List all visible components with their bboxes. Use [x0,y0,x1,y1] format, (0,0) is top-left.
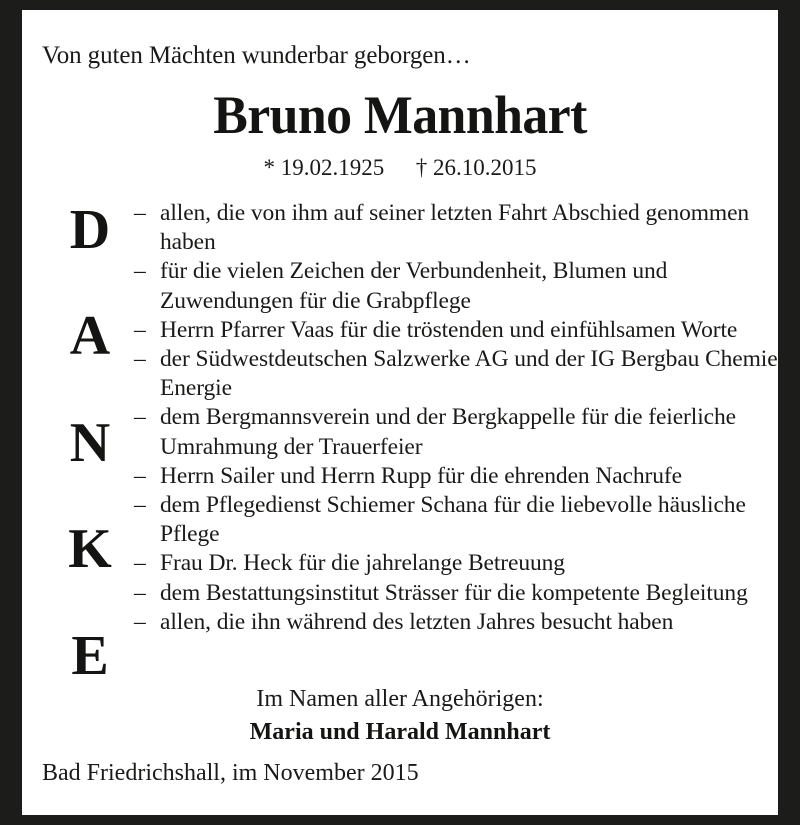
acrostic-letter-k: K [68,518,112,580]
thanks-item-text: dem Pflegedienst Schiemer Schana für die liebevolle häusliche Pflege [160,492,746,548]
death-symbol: † [415,155,428,180]
life-dates [22,155,778,181]
bullet-dash-icon: – [134,346,146,373]
thanks-item-text: für die vielen Zeichen der Verbundenheit, Blumen und Zuwendungen für die Grabpflege [160,258,668,314]
deceased-name: Bruno Mannhart [213,85,587,145]
bullet-dash-icon: – [134,550,146,577]
thanks-list-item [134,199,778,257]
thanks-list-item [134,579,778,608]
epigraph-line: Von guten Mächten wunderbar geborgen… [42,42,471,69]
bullet-dash-icon: – [134,462,146,489]
acrostic-letter-d: D [69,199,111,261]
thanks-list-item [134,462,778,491]
death-date: 26.10.2015 [433,155,537,180]
acrostic-letter-n: N [69,412,111,474]
acrostic-letter-a: A [69,305,111,367]
bullet-dash-icon: – [134,579,146,606]
thanks-list-item [134,549,778,578]
bullet-dash-icon: – [134,316,146,343]
thanks-item-text: Herrn Sailer und Herrn Rupp für die ehrenden Nachrufe [160,462,682,489]
thanks-item-text: allen, die ihn während des letzten Jahres besucht haben [160,608,674,635]
bullet-dash-icon: – [134,258,146,285]
thanks-list-item [134,491,778,549]
bullet-dash-icon: – [134,404,146,431]
memorial-notice-card [22,10,778,815]
acrostic-letter-e: E [71,625,109,687]
bullet-dash-icon: – [134,608,146,635]
acrostic-danke-column [58,196,122,687]
place-and-date: Bad Friedrichshall, im November 2015 [42,760,419,786]
birth-symbol: * [263,155,275,180]
thanks-item-text: der Südwestdeutschen Salzwerke AG und der IG Bergbau Chemie Energie [160,346,778,402]
thanks-list-item [134,345,778,403]
closing-family-names: Maria und Harald Mannhart [249,719,551,745]
thanks-item-text: allen, die von ihm auf seiner letzten Fahrt Abschied genommen haben [160,200,750,256]
thanks-item-text: dem Bestattungsinstitut Strässer für die kompetente Begleitung [160,579,748,606]
thanks-item-text: Herrn Pfarrer Vaas für die tröstenden und einfühlsamen Worte [160,316,738,343]
thanks-list-item [134,608,778,637]
thanks-list-item [134,403,778,461]
closing-intro: Im Namen aller Angehörigen: [256,686,544,712]
bullet-dash-icon: – [134,492,146,519]
bullet-dash-icon: – [134,200,146,226]
thanks-list-item [134,257,778,315]
thanks-list [134,199,778,637]
thanks-item-text: dem Bergmannsverein und der Bergkappelle für die feierliche Umrahmung der Trauerfeier [160,404,736,460]
thanks-list-item [134,316,778,345]
thanks-item-text: Frau Dr. Heck für die jahrelange Betreuung [160,550,565,577]
birth-date: 19.02.1925 [280,155,385,180]
